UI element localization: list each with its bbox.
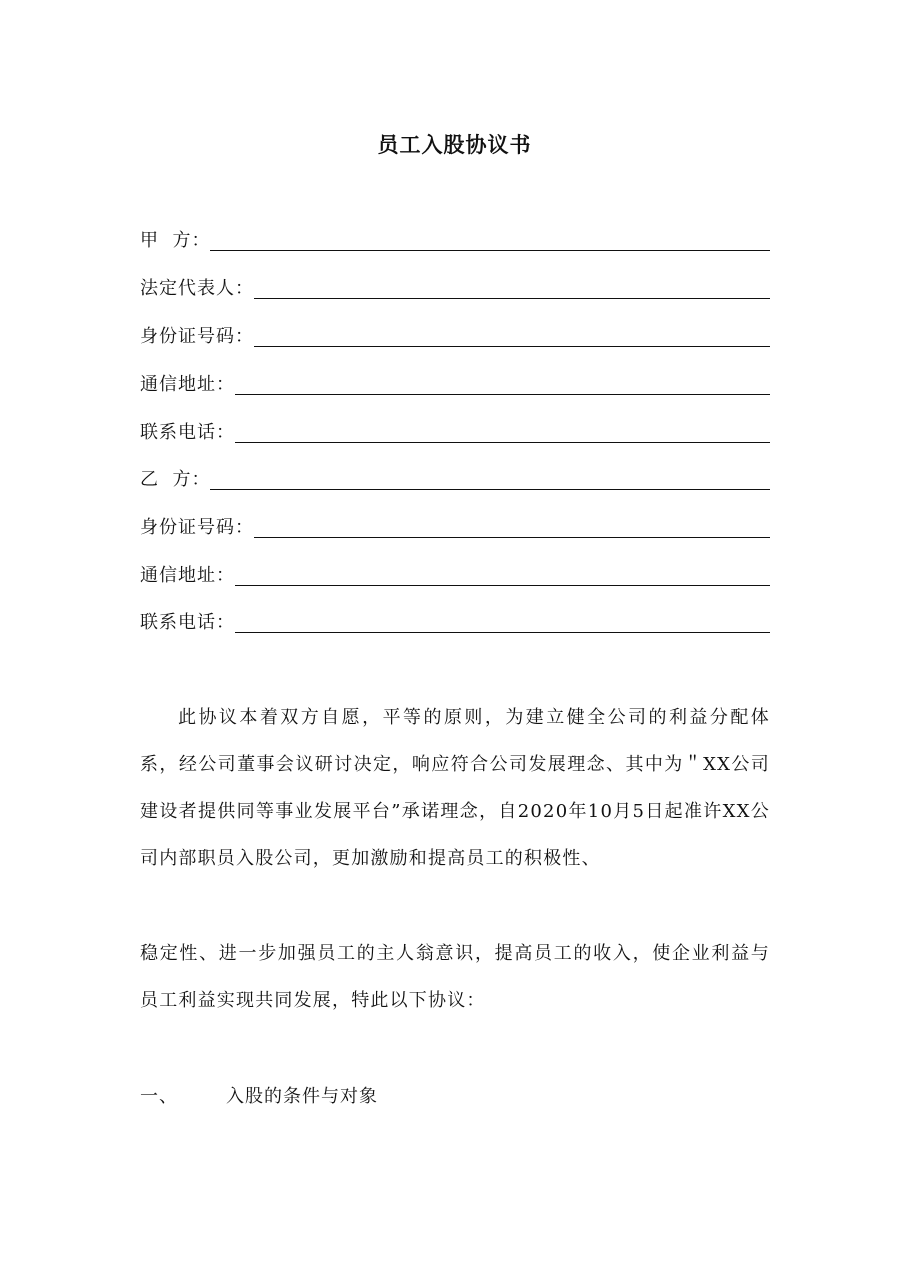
party-b-address-field — [140, 557, 770, 587]
party-b-name-blank[interactable] — [210, 469, 770, 490]
party-b-name-label: 乙 方： — [140, 469, 211, 490]
party-b-address-blank[interactable] — [235, 565, 770, 586]
party-b-phone-label: 联系电话： — [140, 612, 235, 633]
party-b-address-label: 通信地址： — [140, 565, 235, 586]
document-title: 员工入股协议书 — [377, 132, 532, 157]
party-a-rep-label: 法定代表人： — [140, 278, 254, 299]
party-a-rep-field — [140, 270, 770, 300]
party-b-id-field — [140, 509, 770, 539]
party-a-phone-blank[interactable] — [235, 422, 770, 443]
party-b-id-label: 身份证号码： — [140, 517, 254, 538]
intro-paragraph-1: 此协议本着双方自愿，平等的原则，为建立健全公司的利益分配体系，经公司董事会议研讨决定，响应符合公司发展理念、其中为＂XX公司建设者提供同等事业发展平台”承诺理念，自2020年10月5日起准许XX公司内部职员入股公司，更加激励和提高员工的积极性、 — [140, 707, 770, 869]
party-b-phone-field — [140, 604, 770, 634]
party-a-phone-label: 联系电话： — [140, 422, 235, 443]
party-a-phone-field — [140, 414, 770, 444]
party-a-id-field — [140, 318, 770, 348]
party-a-address-label: 通信地址： — [140, 374, 235, 395]
section-1-heading — [140, 1080, 378, 1114]
section-1-title: 入股的条件与对象 — [226, 1086, 378, 1107]
intro-paragraph-2: 稳定性、进一步加强员工的主人翁意识，提高员工的收入，使企业利益与员工利益实现共同发展，特此以下协议： — [140, 943, 770, 1011]
party-a-address-blank[interactable] — [235, 374, 770, 395]
party-a-name-field — [140, 222, 770, 252]
party-a-address-field — [140, 366, 770, 396]
party-a-name-blank[interactable] — [210, 230, 770, 251]
section-1-number: 一、 — [140, 1086, 178, 1107]
party-b-name-field — [140, 461, 770, 491]
party-a-rep-blank[interactable] — [254, 278, 770, 299]
party-a-id-label: 身份证号码： — [140, 326, 254, 347]
party-b-phone-blank[interactable] — [235, 612, 770, 633]
party-a-name-label: 甲 方： — [140, 230, 211, 251]
party-a-id-blank[interactable] — [254, 326, 770, 347]
party-b-id-blank[interactable] — [254, 517, 770, 538]
